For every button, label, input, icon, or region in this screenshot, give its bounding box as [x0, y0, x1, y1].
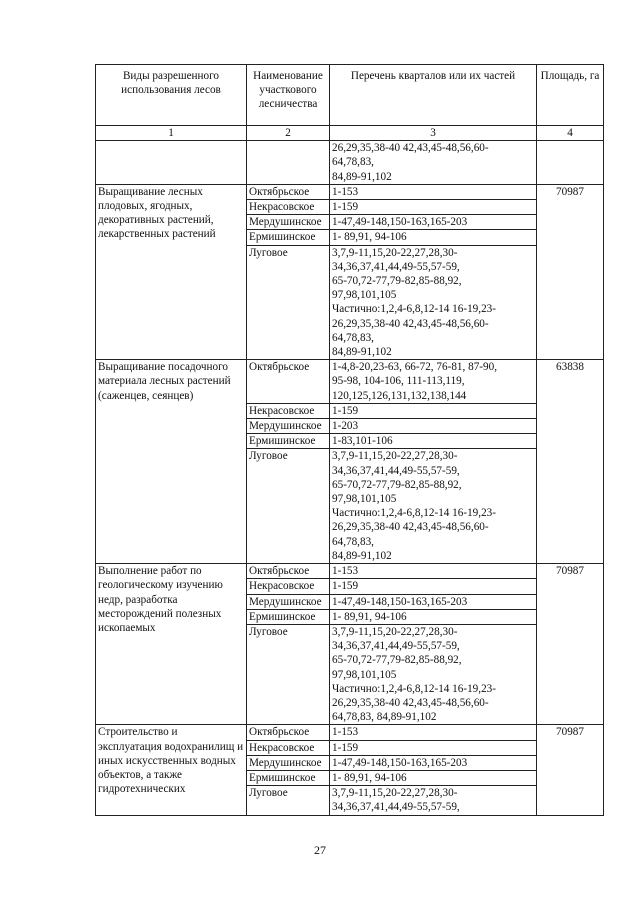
quarters-cell: 1-159	[330, 579, 537, 594]
forestry-cell: Октябрьское	[247, 564, 330, 579]
area-cell: 70987	[537, 725, 604, 815]
use-type-cell	[96, 141, 247, 185]
column-number: 2	[247, 126, 330, 141]
forestry-cell: Луговое	[247, 624, 330, 724]
table-row	[96, 725, 604, 740]
table-row	[96, 564, 604, 579]
header-quarters: Перечень кварталов или их частей	[330, 65, 537, 126]
forestry-cell: Некрасовское	[247, 579, 330, 594]
forestry-cell: Мердушинское	[247, 594, 330, 609]
column-number-row	[96, 126, 604, 141]
forestry-cell	[247, 141, 330, 185]
quarters-cell: 1-47,49-148,150-163,165-203	[330, 755, 537, 770]
area-cell: 70987	[537, 184, 604, 359]
quarters-cell: 1-153	[330, 564, 537, 579]
forestry-cell: Ермишинское	[247, 434, 330, 449]
area-cell: 63838	[537, 360, 604, 564]
forestry-cell: Ермишинское	[247, 230, 330, 245]
table-row	[96, 360, 604, 404]
quarters-cell: 1- 89,91, 94-106	[330, 609, 537, 624]
quarters-cell: 1-47,49-148,150-163,165-203	[330, 594, 537, 609]
quarters-cell: 1- 89,91, 94-106	[330, 230, 537, 245]
page-number: 27	[314, 843, 326, 857]
forestry-cell: Некрасовское	[247, 200, 330, 215]
quarters-cell: 26,29,35,38-40 42,43,45-48,56,60- 64,78,83, 84,89-91,102	[330, 141, 537, 185]
quarters-cell: 3,7,9-11,15,20-22,27,28,30- 34,36,37,41,44,49-55,57-59, 65-70,72-77,79-82,85-88,92, 97,98,101,105 Частично:1,2,4-6,8,12-14 16-19,23- 26,29,35,38-40 42,43,45-48,56,60- 64,78,83, 84,89-91,102	[330, 624, 537, 724]
table-row	[96, 184, 604, 199]
quarters-cell: 1-159	[330, 200, 537, 215]
quarters-cell: 1-83,101-106	[330, 434, 537, 449]
header-row	[96, 65, 604, 126]
quarters-cell: 1-159	[330, 740, 537, 755]
use-type-cell: Выращивание лесных плодовых, ягодных, декоративных растений, лекарственных растений	[96, 184, 247, 359]
use-type-cell: Выращивание посадочного материала лесных растений (саженцев, сеянцев)	[96, 360, 247, 564]
header-forestry: Наименование участкового лесничества	[247, 65, 330, 126]
quarters-cell: 1-153	[330, 725, 537, 740]
use-type-cell: Выполнение работ по геологическому изучению недр, разработка месторождений полезных ископаемых	[96, 564, 247, 725]
quarters-cell: 1-159	[330, 403, 537, 418]
use-type-cell: Строительство и эксплуатация водохранилищ и иных искусственных водных объектов, а также гидротехнических	[96, 725, 247, 815]
continuation-row	[96, 141, 604, 185]
quarters-cell: 3,7,9-11,15,20-22,27,28,30- 34,36,37,41,44,49-55,57-59, 65-70,72-77,79-82,85-88,92, 97,98,101,105 Частично:1,2,4-6,8,12-14 16-19,23- 26,29,35,38-40 42,43,45-48,56,60- 64,78,83, 84,89-91,102	[330, 245, 537, 360]
quarters-cell: 1-203	[330, 419, 537, 434]
quarters-cell: 1- 89,91, 94-106	[330, 770, 537, 785]
forestry-cell: Ермишинское	[247, 770, 330, 785]
forest-use-table	[95, 64, 604, 816]
forestry-cell: Октябрьское	[247, 360, 330, 404]
quarters-cell: 3,7,9-11,15,20-22,27,28,30- 34,36,37,41,44,49-55,57-59, 65-70,72-77,79-82,85-88,92, 97,98,101,105 Частично:1,2,4-6,8,12-14 16-19,23- 26,29,35,38-40 42,43,45-48,56,60- 64,78,83, 84,89-91,102	[330, 449, 537, 564]
header-use-type: Виды разрешенного использования лесов	[96, 65, 247, 126]
forestry-cell: Луговое	[247, 449, 330, 564]
column-number: 1	[96, 126, 247, 141]
quarters-cell: 1-47,49-148,150-163,165-203	[330, 215, 537, 230]
column-number: 4	[537, 126, 604, 141]
area-cell: 70987	[537, 564, 604, 725]
forestry-cell: Луговое	[247, 786, 330, 815]
forestry-cell: Некрасовское	[247, 403, 330, 418]
forestry-cell: Ермишинское	[247, 609, 330, 624]
forestry-cell: Мердушинское	[247, 419, 330, 434]
forestry-cell: Октябрьское	[247, 184, 330, 199]
forestry-cell: Некрасовское	[247, 740, 330, 755]
forestry-cell: Октябрьское	[247, 725, 330, 740]
area-cell	[537, 141, 604, 185]
forestry-cell: Мердушинское	[247, 755, 330, 770]
quarters-cell: 3,7,9-11,15,20-22,27,28,30- 34,36,37,41,44,49-55,57-59,	[330, 786, 537, 815]
header-area: Площадь, га	[537, 65, 604, 126]
forestry-cell: Мердушинское	[247, 215, 330, 230]
forestry-cell: Луговое	[247, 245, 330, 360]
column-number: 3	[330, 126, 537, 141]
quarters-cell: 1-153	[330, 184, 537, 199]
quarters-cell: 1-4,8-20,23-63, 66-72, 76-81, 87-90, 95-98, 104-106, 111-113,119, 120,125,126,131,132,138,144	[330, 360, 537, 404]
